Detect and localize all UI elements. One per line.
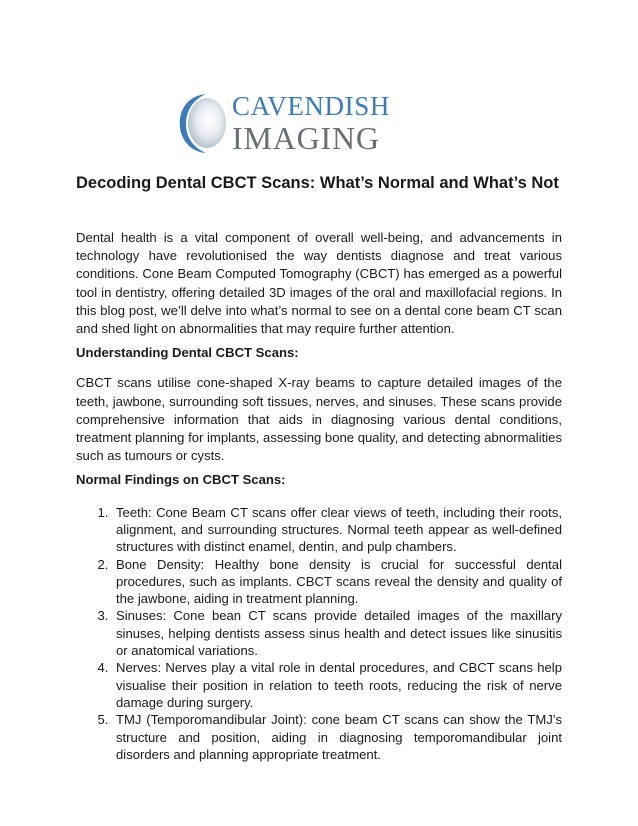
page-title: Decoding Dental CBCT Scans: What’s Normal and What’s Not bbox=[76, 174, 559, 192]
list-item: 4. Nerves: Nerves play a vital role in dental procedures, and CBCT scans help visualise their position in relation to teeth roots, reducing the risk of nerve damage during surgery. bbox=[112, 659, 562, 711]
section-heading-normal-findings: Normal Findings on CBCT Scans: bbox=[76, 472, 286, 488]
logo-text-imaging: IMAGING bbox=[232, 119, 380, 156]
list-item: 2. Bone Density: Healthy bone density is crucial for successful dental procedures, such as implants. CBCT scans reveal the density and quality of the jawbone, aiding in treatment planning. bbox=[112, 556, 562, 608]
logo-text-cavendish: CAVENDISH bbox=[232, 90, 390, 121]
normal-findings-list bbox=[76, 504, 562, 763]
list-item: 1. Teeth: Cone Beam CT scans offer clear views of teeth, including their roots, alignment, and surrounding structures. Normal teeth appear as well-defined structures with distinct enamel, dentin, and pulp chambers. bbox=[112, 504, 562, 556]
list-item: 5. TMJ (Temporomandibular Joint): cone beam CT scans can show the TMJ’s structure and position, aiding in diagnosing temporomandibular joint disorders and planning appropriate treatment. bbox=[112, 711, 562, 763]
logo-wordmark bbox=[232, 90, 390, 156]
article-body bbox=[76, 229, 562, 763]
logo-pearl-icon bbox=[176, 90, 228, 156]
list-item: 3. Sinuses: Cone bean CT scans provide detailed images of the maxillary sinuses, helping dentists assess sinus health and detect issues like sinusitis or anatomical variations. bbox=[112, 607, 562, 659]
understanding-paragraph: CBCT scans utilise cone-shaped X-ray beams to capture detailed images of the teeth, jawbone, surrounding soft tissues, nerves, and sinuses. These scans provide comprehensive information that aids in diagnosing various dental conditions, treatment planning for implants, assessing bone quality, and detecting abnormalities such as tumours or cysts. bbox=[76, 375, 562, 464]
cavendish-imaging-logo bbox=[176, 88, 436, 158]
intro-paragraph: Dental health is a vital component of overall well-being, and advancements in technology have revolutionised the way dentists diagnose and treat various conditions. Cone Beam Computed Tomography (CBCT) has emerged as a powerful tool in dentistry, offering detailed 3D images of the oral and maxillofacial regions. In this blog post, we’ll delve into what’s normal to see on a dental cone beam CT scan and shed light on abnormalities that may require further attention. bbox=[76, 230, 562, 337]
section-heading-understanding: Understanding Dental CBCT Scans: bbox=[76, 345, 299, 361]
